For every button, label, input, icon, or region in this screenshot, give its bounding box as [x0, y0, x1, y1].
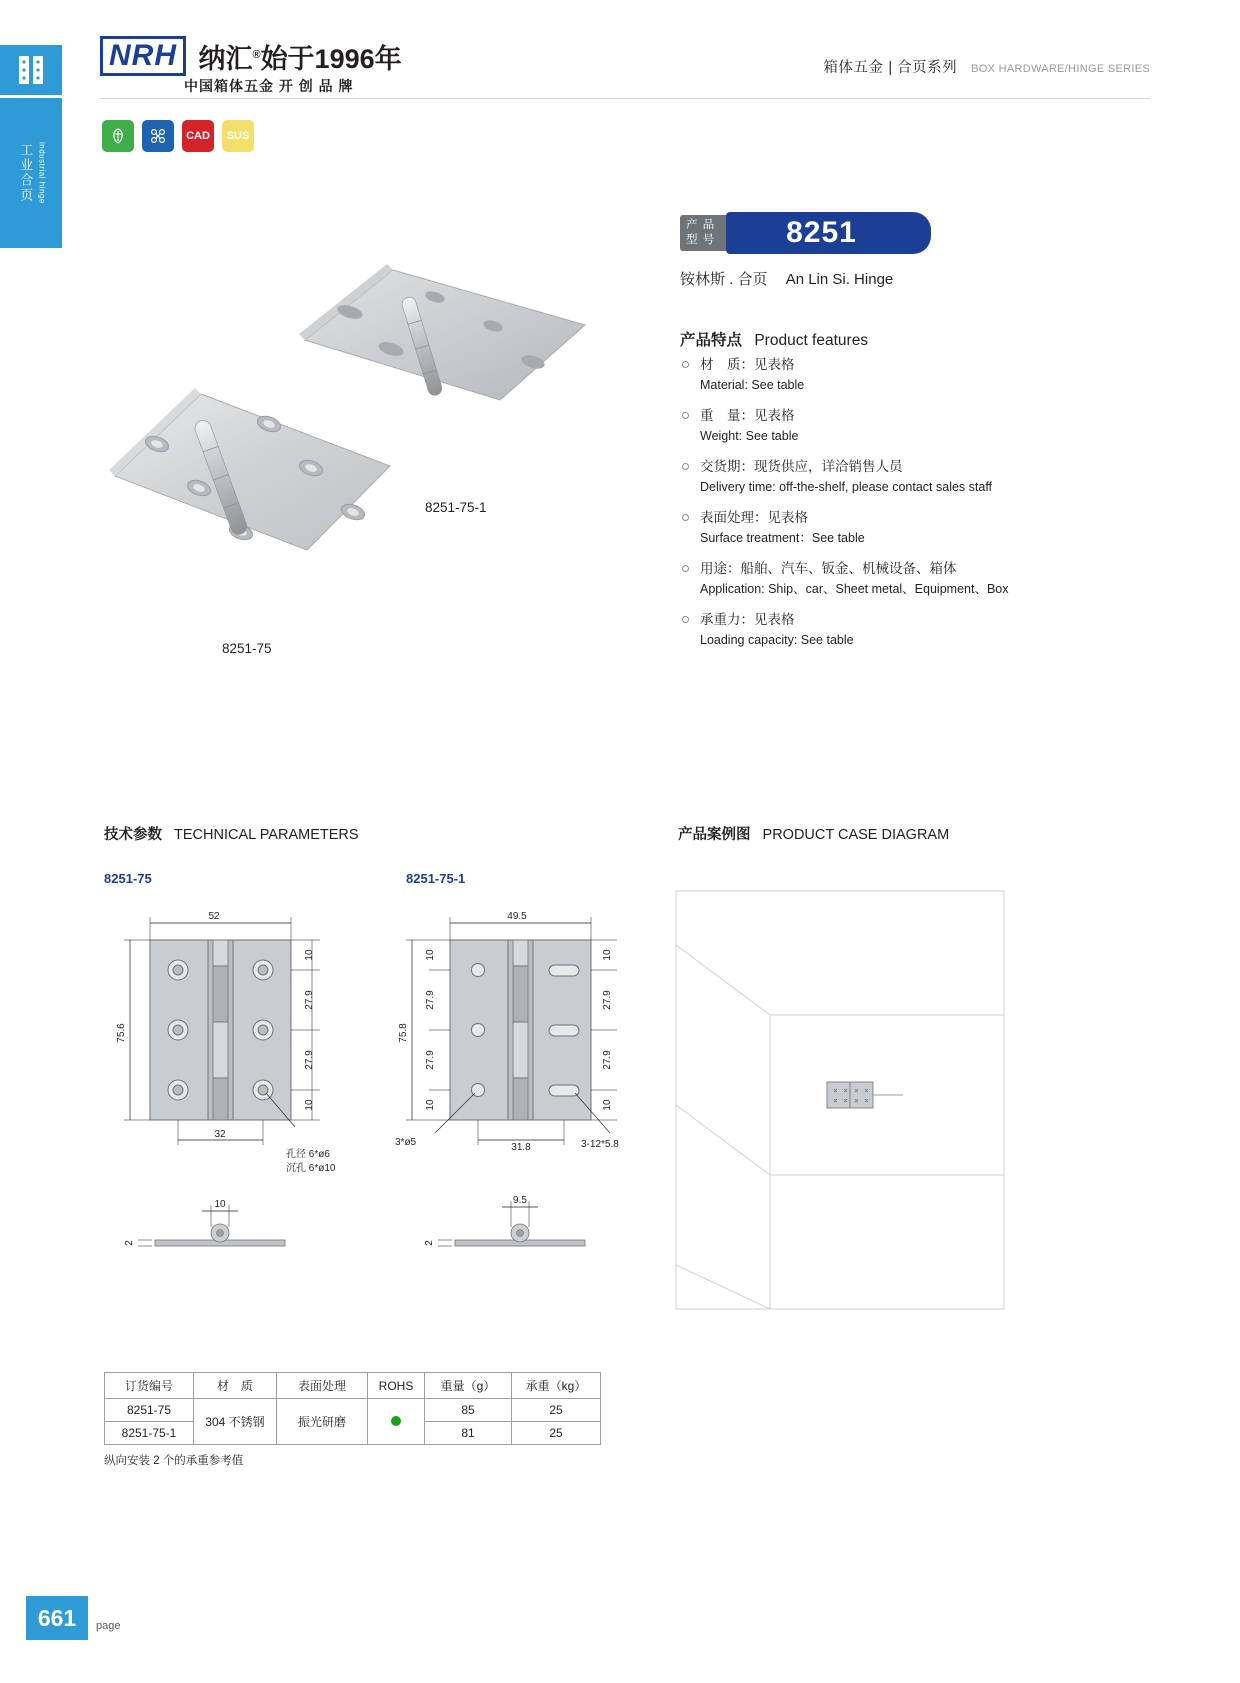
- logo-mark: NRH: [100, 36, 186, 76]
- dim-seg-bottom-10: 10: [304, 1099, 315, 1111]
- feature-cn: 重 量：见表格: [700, 408, 795, 423]
- logo-subtitle: 中国箱体五金 开 创 品 牌: [184, 78, 354, 94]
- brand-logo: [100, 36, 402, 76]
- cell-material: 304 不锈钢: [194, 1399, 277, 1445]
- model-number: 8251: [726, 212, 931, 254]
- model-name-cn: 铵林斯 . 合页: [680, 271, 768, 288]
- drawing-left-title: 8251-75: [104, 871, 152, 886]
- dim-seg-27-9-b: 27.9: [304, 1050, 315, 1070]
- dim-left-seg-27-9-b: 27.9: [425, 1050, 436, 1070]
- cell-order-code: 8251-75: [105, 1399, 194, 1422]
- hole-note-2: 沉孔 6*ø10: [286, 1163, 336, 1174]
- features-title-en: Product features: [754, 332, 869, 349]
- cell-load: 25: [512, 1422, 601, 1445]
- model-tag: [680, 215, 732, 251]
- cell-order-code: 8251-75-1: [105, 1422, 194, 1445]
- feature-cn: 材 质：见表格: [700, 357, 795, 372]
- dim-left-seg-top-10: 10: [425, 949, 436, 961]
- col-weight: 重量（g）: [425, 1373, 512, 1399]
- cad-badge: CAD: [182, 120, 214, 152]
- model-banner: [680, 212, 940, 254]
- bullet-icon: [682, 463, 689, 470]
- table-row: [105, 1399, 601, 1422]
- hinge-icon: [0, 45, 62, 95]
- dim-inner-32: 32: [214, 1129, 226, 1140]
- rail-tab-label-en: industrial hinge: [37, 142, 47, 204]
- rohs-dot-icon: [391, 1416, 401, 1426]
- cell-rohs: [368, 1399, 425, 1445]
- bullet-icon: [682, 514, 689, 521]
- table-header-row: [105, 1373, 601, 1399]
- bullet-icon: [682, 616, 689, 623]
- dim-seg-top-10: 10: [304, 949, 315, 961]
- rohs-badge-icon: [102, 120, 134, 152]
- drawing-8251-75-1: [385, 895, 685, 1300]
- case-title-en: PRODUCT CASE DIAGRAM: [762, 827, 950, 843]
- spec-table: [104, 1372, 601, 1445]
- drawing-8251-75: [90, 895, 390, 1300]
- header-category: [823, 56, 1150, 77]
- features-list: [680, 355, 1140, 661]
- features-title-cn: 产品特点: [680, 332, 743, 349]
- dim-right-seg-top-10: 10: [602, 949, 613, 961]
- dim-right-seg-27-9-a: 27.9: [602, 990, 613, 1010]
- dim-height-75-6: 75.6: [116, 1023, 127, 1043]
- photo-caption-secondary: 8251-75-1: [425, 500, 487, 515]
- hole-note-right: 3-12*5.8: [581, 1139, 619, 1150]
- dim-width-49-5: 49.5: [507, 911, 527, 922]
- feature-item: [680, 610, 1140, 650]
- sidebar-tab-industrial-hinge[interactable]: [0, 98, 62, 248]
- header-divider: [100, 98, 1150, 99]
- model-name-en: An Lin Si. Hinge: [785, 271, 894, 288]
- cell-weight: 81: [425, 1422, 512, 1445]
- certification-badges: [102, 120, 254, 152]
- dim-thickness-2-right: 2: [424, 1240, 435, 1246]
- tech-title-en: TECHNICAL PARAMETERS: [174, 827, 359, 843]
- dim-inner-31-8: 31.8: [511, 1142, 531, 1153]
- dim-left-seg-bottom-10: 10: [425, 1099, 436, 1111]
- logo-brand-cn: 纳汇: [198, 43, 253, 74]
- rail-tab-label-cn: 工业合页: [18, 143, 34, 203]
- feature-en: Surface treatment：See table: [700, 531, 865, 545]
- product-photos: [95, 250, 635, 680]
- page-number: 661: [26, 1596, 88, 1640]
- dim-side-width-10: 10: [214, 1199, 226, 1210]
- feature-en: Weight: See table: [700, 429, 799, 443]
- features-title: [680, 328, 868, 350]
- table-note: 纵向安装 2 个的承重参考值: [104, 1455, 244, 1467]
- feature-en: Material: See table: [700, 378, 805, 392]
- feature-item: [680, 508, 1140, 548]
- sus-badge: SUS: [222, 120, 254, 152]
- dim-width-52: 52: [208, 911, 220, 922]
- model-name: [680, 268, 893, 289]
- bullet-icon: [682, 412, 689, 419]
- col-surface: 表面处理: [277, 1373, 368, 1399]
- bullet-icon: [682, 565, 689, 572]
- cell-weight: 85: [425, 1399, 512, 1422]
- technical-parameters-title: [104, 823, 359, 844]
- category-cn-2: 合页系列: [897, 60, 958, 76]
- tech-title-cn: 技术参数: [104, 827, 162, 843]
- dim-thickness-2: 2: [124, 1240, 135, 1246]
- drawing-right-title: 8251-75-1: [406, 871, 466, 886]
- page-label: page: [96, 1620, 121, 1632]
- dim-side-width-9-5: 9.5: [513, 1195, 527, 1206]
- left-rail: [0, 45, 62, 248]
- category-separator: |: [888, 60, 893, 76]
- category-cn-1: 箱体五金: [823, 60, 884, 76]
- cell-load: 25: [512, 1399, 601, 1422]
- case-diagram: [675, 890, 1005, 1315]
- col-material: 材 质: [194, 1373, 277, 1399]
- feature-item: [680, 355, 1140, 395]
- dim-seg-27-9-a: 27.9: [304, 990, 315, 1010]
- cell-surface: 振光研磨: [277, 1399, 368, 1445]
- col-order-code: 订货编号: [105, 1373, 194, 1399]
- bullet-icon: [682, 361, 689, 368]
- page-header: [100, 36, 1150, 98]
- logo-chinese: [198, 37, 401, 76]
- feature-en: Loading capacity: See table: [700, 633, 854, 647]
- col-rohs: ROHS: [368, 1373, 425, 1399]
- case-title-cn: 产品案例图: [678, 827, 751, 843]
- dim-height-75-8: 75.8: [398, 1023, 409, 1043]
- case-diagram-title: [678, 823, 949, 844]
- hole-note-1: 孔径 6*ø6: [286, 1149, 330, 1160]
- feature-en: Delivery time: off-the-shelf, please contact sales staff: [700, 480, 993, 494]
- logo-since: 始于1996年: [260, 43, 402, 74]
- model-tag-line1: 产 品: [686, 219, 716, 231]
- feature-cn: 交货期：现货供应，详洽销售人员: [700, 459, 903, 474]
- feature-cn: 承重力：见表格: [700, 612, 795, 627]
- photo-caption-main: 8251-75: [222, 641, 272, 656]
- model-tag-line2: 型 号: [686, 234, 716, 246]
- logo-reg-mark: ®: [252, 48, 261, 61]
- feature-item: [680, 406, 1140, 446]
- category-en: BOX HARDWARE/HINGE SERIES: [971, 63, 1150, 75]
- dim-left-seg-27-9-a: 27.9: [425, 990, 436, 1010]
- feature-cn: 用途：船舶、汽车、钣金、机械设备、箱体: [700, 561, 957, 576]
- cert-badge-icon: [142, 120, 174, 152]
- dim-right-seg-bottom-10: 10: [602, 1099, 613, 1111]
- feature-item: [680, 559, 1140, 599]
- hole-note-left: 3*ø5: [395, 1137, 417, 1148]
- dim-right-seg-27-9-b: 27.9: [602, 1050, 613, 1070]
- feature-item: [680, 457, 1140, 497]
- feature-en: Application: Ship、car、Sheet metal、Equipment、Box: [700, 582, 1009, 596]
- feature-cn: 表面处理：见表格: [700, 510, 808, 525]
- col-load: 承重（kg）: [512, 1373, 601, 1399]
